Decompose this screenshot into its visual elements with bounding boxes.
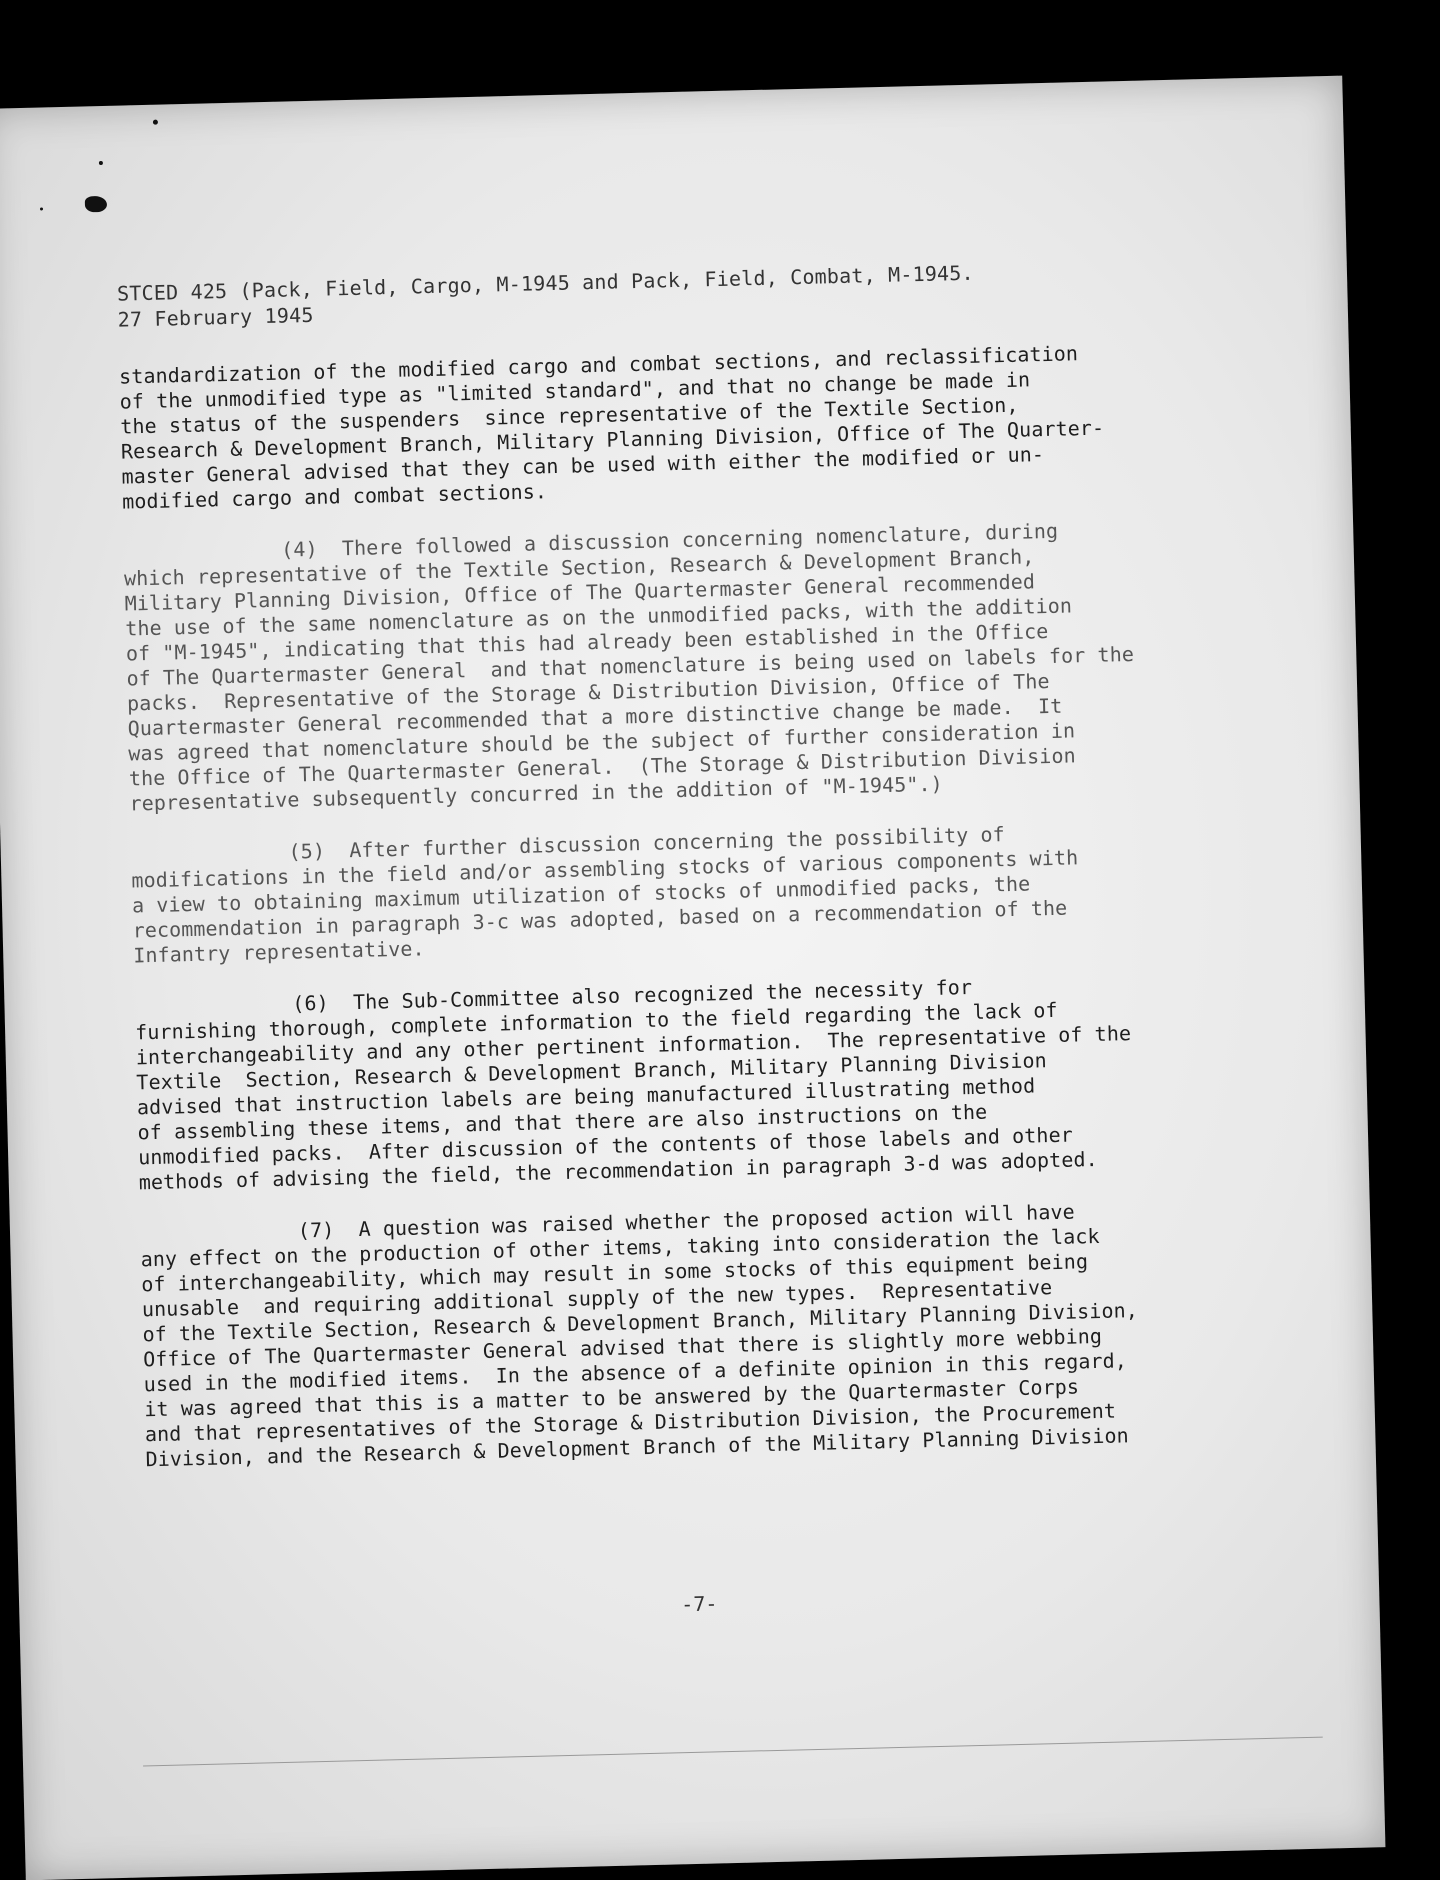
ink-speck	[40, 207, 43, 210]
paragraph-continuation: standardization of the modified cargo and combat sections, and reclassification of the unmodified type as "limited standard", and that no change be made in the status of the suspenders since representative of the Textile Section, Research & Development Branch, Military Planning Division, Office of The Quarter- master General advised that they can be used with either the modified or un- modified cargo and combat sections.	[118, 341, 1105, 514]
header-date-line: 27 February 1945	[117, 302, 314, 332]
bottom-rule-divider	[143, 1737, 1323, 1767]
header-reference-line: STCED 425 (Pack, Field, Cargo, M-1945 and Pack, Field, Combat, M-1945.	[116, 260, 975, 306]
ink-speck	[99, 161, 103, 165]
paragraph-7: (7) A question was raised whether the proposed action will have any effect on the production of other items, taking into consideration the lack of interchangeability, which may result in some stocks of this equipment being unusable and requiring additional supply of the new types. Representative of the Textile Section, Research & Development Branch, Military Planning Division, Office of The Quartermaster General advised that there is slightly more webbing used in the modified items. In the absence of a definite opinion in this regard, it was agreed that this is a matter to be answered by the Quartermaster Corps and that representatives of the Storage & Distribution Division, the Procurement Division, and the Research & Development Branch of the Military Planning Division	[139, 1199, 1139, 1472]
document-body	[117, 253, 1276, 1499]
paragraph-4: (4) There followed a discussion concerning nomenclature, during which representative of the Textile Section, Research & Development Branch, Military Planning Division, Office of The Quartermaster General recommended the use of the same nomenclature as on the unmodified packs, with the addition of "M-1945", indicating that this had already been established in the Office of The Quartermaster General and that nomenclature is being used on labels for the packs. Representative of the Storage & Distribution Division, Office of The Quartermaster General recommended that a more distinctive change be made. It was agreed that nomenclature should be the subject of further consideration in the Office of The Quartermaster General. (The Storage & Distribution Division representative subsequently concurred in the addition of "M-1945".)	[123, 518, 1135, 816]
ink-speck	[85, 196, 107, 213]
ink-speck	[153, 120, 158, 125]
document-page	[0, 76, 1385, 1880]
page-number: -7-	[680, 1591, 718, 1617]
paragraph-5: (5) After further discussion concerning the possibility of modifications in the field and/or assembling stocks of various components with a view to obtaining maximum utilization of stocks of unmodified packs, the recommendation in paragraph 3-c was adopted, based on a recommendation of the Infantry representative.	[130, 822, 1079, 968]
paragraph-6: (6) The Sub-Committee also recognized the necessity for furnishing thorough, complete information to the field regarding the lack of interchangeability and any other pertinent information. The representative of the Textile Section, Research & Development Branch, Military Planning Division advised that instruction labels are being manufactured illustrating method of assembling these items, and that there are also instructions on the unmodified packs. After discussion of the contents of those labels and other methods of advising the field, the recommendation in paragraph 3-d was adopted.	[134, 974, 1132, 1195]
document-header	[117, 253, 1248, 333]
